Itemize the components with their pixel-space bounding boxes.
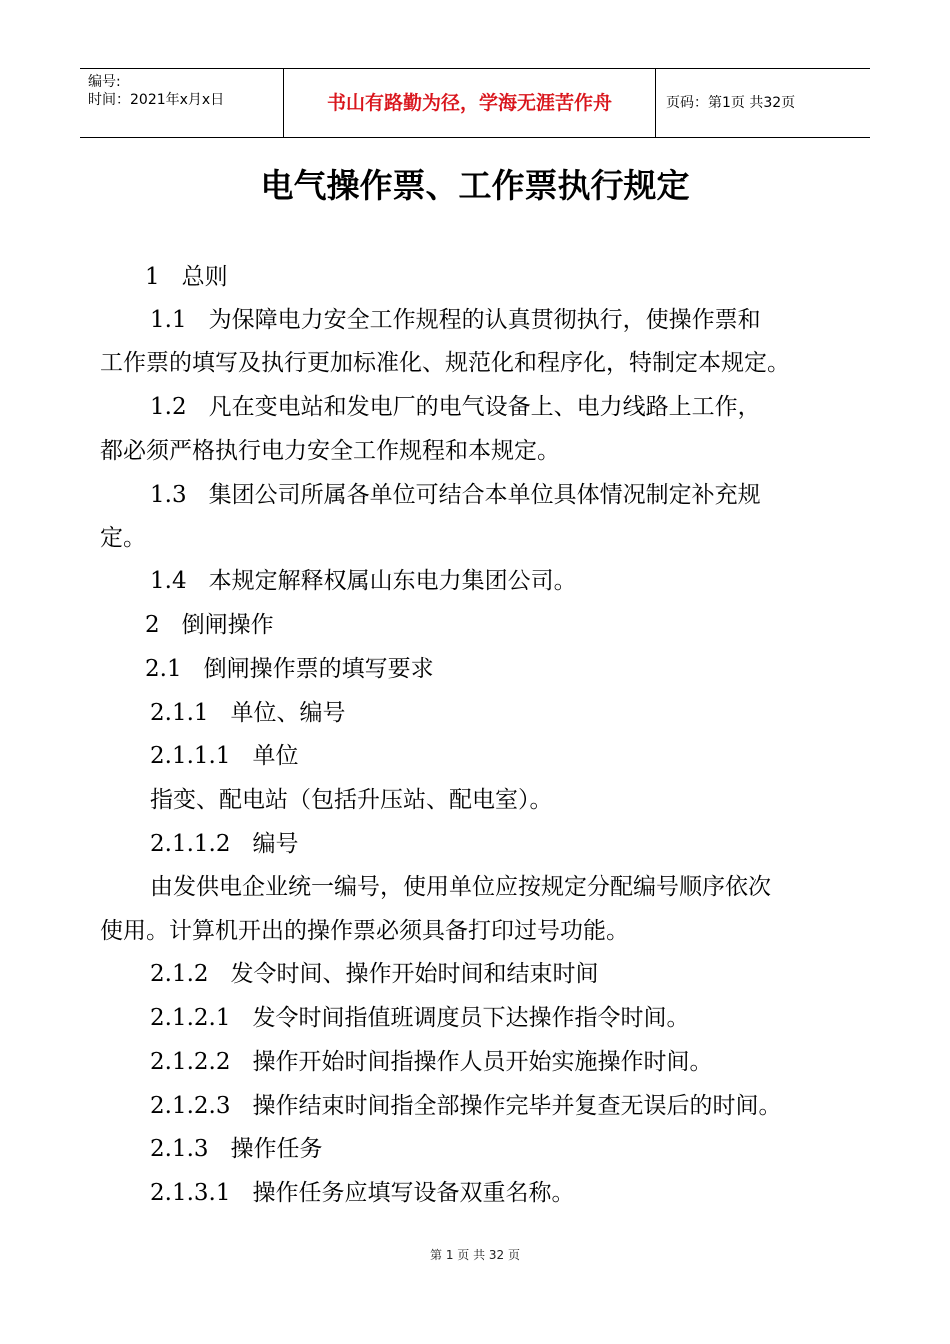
section-number: 2.1.2	[150, 961, 209, 987]
paragraph-line	[150, 1134, 323, 1164]
line-text: 发令时间、操作开始时间和结束时间	[230, 961, 599, 987]
line-text: 总则	[181, 264, 228, 290]
paragraph-line	[100, 348, 790, 378]
document-time-label: 时间：2021年x月x日	[88, 92, 225, 108]
line-text: 都必须严格执行电力安全工作规程和本规定。	[100, 438, 560, 464]
line-text: 为保障电力安全工作规程的认真贯彻执行，使操作票和	[208, 307, 761, 333]
paragraph-line	[150, 305, 761, 335]
line-text: 单位、编号	[230, 700, 346, 726]
line-text: 倒闸操作票的填写要求	[203, 656, 434, 682]
section-number: 1.1	[150, 307, 187, 333]
line-text: 倒闸操作	[181, 612, 274, 638]
section-number: 2	[145, 612, 160, 638]
line-text: 由发供电企业统一编号，使用单位应按规定分配编号顺序依次	[150, 874, 771, 900]
line-text: 定。	[100, 525, 146, 551]
section-number: 1.4	[150, 568, 187, 594]
line-text: 操作结束时间指全部操作完毕并复查无误后的时间。	[252, 1093, 782, 1119]
line-text: 操作任务	[230, 1136, 323, 1162]
line-text: 单位	[252, 743, 299, 769]
paragraph-line	[150, 741, 298, 771]
section-number: 1.2	[150, 394, 187, 420]
document-title: 电气操作票、工作票执行规定	[260, 166, 690, 205]
paragraph-line	[100, 523, 146, 553]
section-number: 1	[145, 264, 160, 290]
header-table	[80, 68, 870, 138]
section-number: 2.1.2.2	[150, 1049, 231, 1075]
paragraph-line	[145, 610, 274, 640]
section-number: 2.1.2.3	[150, 1093, 231, 1119]
section-number: 2.1.3	[150, 1136, 209, 1162]
line-text: 集团公司所属各单位可结合本单位具体情况制定补充规	[208, 482, 761, 508]
paragraph-line	[100, 916, 629, 946]
section-number: 1.3	[150, 482, 187, 508]
section-number: 2.1.3.1	[150, 1180, 231, 1206]
section-number: 2.1.1.1	[150, 743, 231, 769]
line-text: 指变、配电站（包括升压站、配电室）。	[150, 787, 553, 813]
line-text: 操作任务应填写设备双重名称。	[252, 1180, 575, 1206]
line-text: 本规定解释权属山东电力集团公司。	[208, 568, 577, 594]
paragraph-line	[150, 566, 577, 596]
paragraph-line	[150, 698, 346, 728]
header-left-cell	[80, 69, 283, 137]
paragraph-line	[150, 829, 298, 859]
paragraph-line	[100, 436, 560, 466]
section-number: 2.1.1.2	[150, 831, 231, 857]
paragraph-line	[145, 262, 228, 292]
document-number-label: 编号:	[88, 74, 121, 90]
line-text: 使用。计算机开出的操作票必须具备打印过号功能。	[100, 918, 629, 944]
paragraph-line	[150, 392, 761, 422]
line-text: 工作票的填写及执行更加标准化、规范化和程序化，特制定本规定。	[100, 350, 790, 376]
paragraph-line	[150, 872, 771, 902]
paragraph-line	[150, 785, 553, 815]
header-page-info: 页码：第1页 共32页	[666, 95, 796, 111]
paragraph-line	[150, 1047, 712, 1077]
line-text: 编号	[252, 831, 299, 857]
line-text: 操作开始时间指操作人员开始实施操作时间。	[252, 1049, 713, 1075]
paragraph-line	[150, 1003, 689, 1033]
paragraph-line	[150, 480, 761, 510]
paragraph-line	[150, 1178, 574, 1208]
paragraph-line	[145, 654, 434, 684]
section-number: 2.1	[145, 656, 182, 682]
section-number: 2.1.2.1	[150, 1005, 231, 1031]
paragraph-line	[150, 1091, 781, 1121]
line-text: 凡在变电站和发电厂的电气设备上、电力线路上工作，	[208, 394, 761, 420]
section-number: 2.1.1	[150, 700, 209, 726]
line-text: 发令时间指值班调度员下达操作指令时间。	[252, 1005, 690, 1031]
paragraph-line	[150, 959, 599, 989]
page-footer: 第 1 页 共 32 页	[430, 1248, 520, 1262]
header-motto: 书山有路勤为径，学海无涯苦作舟	[283, 69, 656, 137]
